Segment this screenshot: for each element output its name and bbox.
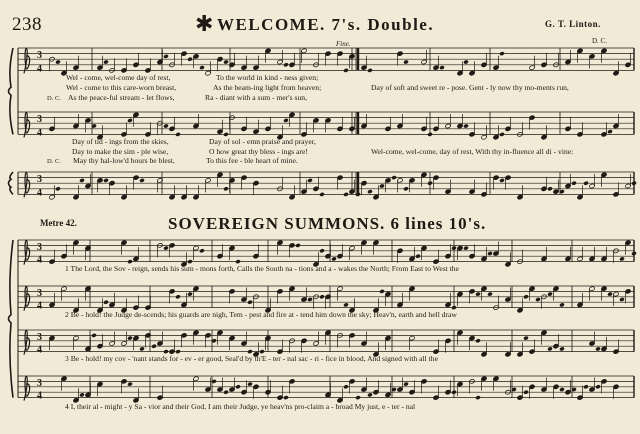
clef-symbol — [24, 48, 30, 73]
note-head — [451, 246, 457, 251]
system-brace — [9, 240, 14, 398]
note-head — [283, 118, 289, 123]
note-head — [499, 51, 505, 56]
note-head — [475, 395, 481, 400]
note-head — [199, 65, 205, 70]
note-head — [487, 251, 493, 256]
note-head — [223, 390, 229, 395]
note-head — [499, 132, 505, 137]
clef-symbol — [24, 286, 30, 310]
note-head — [427, 132, 433, 137]
time-signature-top: 3 — [37, 241, 42, 253]
note-head — [139, 178, 145, 183]
dc-label: D. C. — [47, 158, 61, 165]
time-signature-bottom: 4 — [37, 254, 42, 266]
hymn-title-welcome: WELCOME. 7's. Double. — [217, 15, 435, 34]
note-head — [475, 338, 481, 343]
lyric-line: Wel - come to this care-worn breast, — [66, 83, 177, 92]
time-signature-top: 3 — [37, 50, 42, 62]
note-head — [391, 175, 397, 180]
note-head — [583, 384, 589, 389]
note-head — [379, 183, 385, 188]
note-head — [463, 123, 469, 128]
note-head — [247, 382, 253, 387]
clef-symbol — [24, 172, 30, 197]
note-head — [55, 59, 61, 64]
hymn-title-sovereign-summons: SOVEREIGN SUMMONS. 6 lines 10's. — [168, 214, 487, 233]
note-head — [595, 346, 601, 351]
note-head — [223, 59, 229, 64]
note-head — [475, 292, 481, 297]
clef-symbol — [24, 330, 30, 354]
note-head — [379, 289, 385, 294]
note-head — [223, 186, 229, 191]
lyric-line: As the peace-ful stream - let flows, — [68, 93, 175, 102]
time-signature-top: 3 — [37, 331, 42, 343]
lyric-line: As the beam-ing light from heaven; — [213, 83, 322, 92]
note-head — [559, 346, 565, 351]
note-head — [547, 186, 553, 191]
lyric-line: 2 Be - hold! the Judge de-scends; his guards are nigh, Tem - pest and fire at - tend him down the sky; Heav'n, earth and hell draw — [65, 310, 457, 319]
note-head — [307, 297, 313, 302]
clef-symbol — [24, 240, 30, 264]
note-head — [103, 178, 109, 183]
note-head — [595, 384, 601, 389]
lyric-line: Day of sol - emn praise and prayer, — [209, 137, 316, 146]
note-head — [307, 178, 313, 183]
note-head — [607, 129, 613, 134]
fine-marking: Fine. — [336, 40, 351, 48]
time-signature-bottom: 4 — [37, 187, 42, 199]
note-head — [319, 192, 325, 197]
dc-label: D. C. — [47, 95, 61, 102]
note-head — [187, 57, 193, 62]
lyric-line: May thy hal-low'd hours be blest, — [73, 156, 175, 165]
lyric-line: To this fee - ble heart of mine. — [206, 156, 298, 165]
note-head — [619, 256, 625, 261]
note-head — [319, 294, 325, 299]
time-signature-bottom: 4 — [37, 300, 42, 312]
time-signature-bottom: 4 — [37, 63, 42, 75]
note-head — [415, 254, 421, 259]
time-signature-top: 3 — [37, 174, 42, 186]
note-head — [367, 189, 373, 194]
note-head — [367, 68, 373, 73]
clef-symbol — [24, 376, 30, 400]
lyric-line: 1 The Lord, the Sov - reign, sends his sum - mons forth, Calls the South na - tions and a - wakes the North; From East to West the — [65, 264, 459, 273]
note-head — [559, 387, 565, 392]
note-head — [163, 246, 169, 251]
note-head — [79, 178, 85, 183]
note-head — [583, 181, 589, 186]
note-head — [139, 346, 145, 351]
note-head — [523, 390, 529, 395]
note-head — [463, 246, 469, 251]
lyric-line: To the world in kind - ness given; — [216, 73, 319, 82]
note-head — [343, 384, 349, 389]
system-brace — [9, 172, 14, 194]
note-head — [163, 54, 169, 59]
note-head — [295, 243, 301, 248]
note-head — [427, 181, 433, 186]
lyric-line: Day of soft and sweet re - pose. Gent - ly now thy mo-ments run, — [371, 83, 569, 92]
note-head — [163, 123, 169, 128]
lyric-line: 4 I, their al - might - y Sa - vior and their God, I am their Judge, ye heav'ns pro-claim a - broad My just, e - ter - nal — [65, 402, 416, 411]
note-head — [91, 333, 97, 338]
system-brace — [9, 48, 14, 134]
note-head — [535, 297, 541, 302]
note-head — [127, 382, 133, 387]
note-head — [403, 186, 409, 191]
note-head — [343, 302, 349, 307]
clef-symbol — [24, 112, 30, 137]
note-head — [367, 392, 373, 397]
note-head — [499, 178, 505, 183]
note-head — [343, 192, 349, 197]
note-head — [451, 390, 457, 395]
note-head — [175, 294, 181, 299]
note-head — [79, 392, 85, 397]
note-head — [103, 300, 109, 305]
note-head — [403, 59, 409, 64]
note-head — [319, 248, 325, 253]
time-signature-top: 3 — [37, 287, 42, 299]
lyric-line: Ra - diant with a sum - mer's sun, — [205, 93, 307, 102]
note-head — [355, 395, 361, 400]
note-head — [331, 256, 337, 261]
lyric-line: Day of tid - ings from the skies, — [72, 137, 169, 146]
lyric-line: O how great thy bless - ings are! — [209, 147, 308, 156]
note-head — [127, 336, 133, 341]
note-head — [571, 181, 577, 186]
note-head — [523, 294, 529, 299]
time-signature-bottom: 4 — [37, 127, 42, 139]
note-head — [151, 344, 157, 349]
note-head — [235, 384, 241, 389]
note-head — [619, 297, 625, 302]
note-head — [199, 248, 205, 253]
note-head — [547, 346, 553, 351]
time-signature-top: 3 — [37, 377, 42, 389]
time-signature-bottom: 4 — [37, 390, 42, 402]
lyric-line: Day to make the sim - ple wise, — [72, 147, 169, 156]
dc-marking-top: D. C. — [592, 37, 607, 45]
note-head — [523, 336, 529, 341]
note-head — [175, 132, 181, 137]
page-number: 238 — [12, 14, 42, 35]
note-head — [463, 59, 469, 64]
note-head — [127, 118, 133, 123]
note-head — [631, 181, 637, 186]
note-head — [283, 395, 289, 400]
note-head — [439, 65, 445, 70]
note-head — [247, 300, 253, 305]
note-head — [283, 62, 289, 67]
note-head — [547, 292, 553, 297]
composer-name: G. T. Linton. — [545, 19, 601, 29]
note-head — [55, 186, 61, 191]
note-head — [631, 251, 637, 256]
note-head — [559, 302, 565, 307]
time-signature-top: 3 — [37, 114, 42, 126]
note-head — [187, 292, 193, 297]
metre-label: Metre 42. — [40, 218, 77, 228]
lyric-line: 3 Be - hold! my cov - 'nant stands for - ev - er good, Seal'd by th'E - ter - nal sac - ri - fice in blood, And signed with all the — [65, 354, 438, 363]
note-head — [403, 382, 409, 387]
note-head — [487, 292, 493, 297]
note-head — [343, 68, 349, 73]
note-head — [103, 59, 109, 64]
lyric-line: Wel - come, wel-come day of rest, — [66, 73, 171, 82]
note-head — [607, 292, 613, 297]
star-icon: ✱ — [195, 11, 214, 36]
time-signature-bottom: 4 — [37, 344, 42, 356]
lyric-line: Wel-come, wel-come, day of rest, With thy in-fluence all di - vine: — [371, 147, 574, 156]
